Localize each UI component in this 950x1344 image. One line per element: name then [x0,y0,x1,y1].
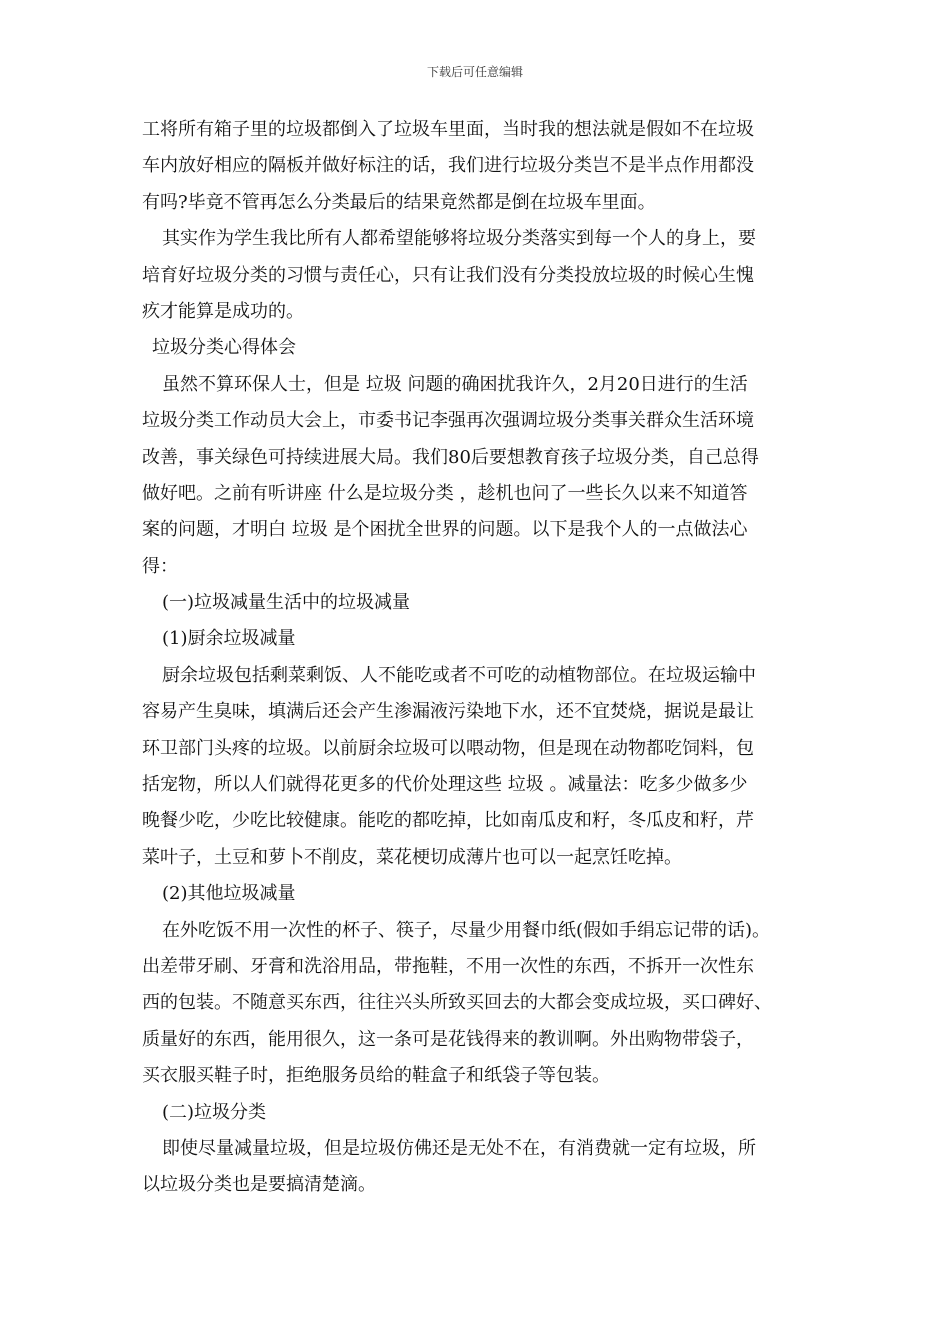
paragraph-start-line: 即使尽量减量垃圾，但是垃圾仿佛还是无处不在，有消费就一定有垃圾，所 [162,1137,756,1159]
subsection-heading: (2)其他垃圾减量 [162,883,296,905]
page-header-note: 下载后可任意编辑 [426,65,523,79]
text-line: 菜叶子，土豆和萝卜不削皮，菜花梗切成薄片也可以一起烹饪吃掉。 [142,846,682,868]
section-heading: 垃圾分类心得体会 [152,337,296,359]
text-line: 改善，事关绿色可持续进展大局。我们80后要想教育孩子垃圾分类，自己总得 [142,446,759,468]
subsection-heading: (二)垃圾分类 [162,1101,267,1123]
text-line: 以垃圾分类也是要搞清楚滴。 [142,1174,376,1196]
subsection-heading: (1)厨余垃圾减量 [162,628,296,650]
text-line: 垃圾分类工作动员大会上，市委书记李强再次强调垃圾分类事关群众生活环境 [142,410,754,432]
text-line: 括宠物，所以人们就得花更多的代价处理这些 垃圾 。减量法：吃多少做多少 [142,774,748,796]
paragraph-start-line: 在外吃饭不用一次性的杯子、筷子，尽量少用餐巾纸(假如手绢忘记带的话)。 [162,919,771,941]
text-line: 质量好的东西，能用很久，这一条可是花钱得来的教训啊。外出购物带袋子， [142,1028,754,1050]
paragraph-start-line: 厨余垃圾包括剩菜剩饭、人不能吃或者不可吃的动植物部位。在垃圾运输中 [162,664,756,686]
paragraph-start-line: 其实作为学生我比所有人都希望能够将垃圾分类落实到每一个人的身上，要 [162,228,756,250]
text-line: 出差带牙刷、牙膏和洗浴用品，带拖鞋，不用一次性的东西，不拆开一次性东 [142,955,754,977]
text-line: 西的包装。不随意买东西，往往兴头所致买回去的大都会变成垃圾，买口碑好、 [142,992,772,1014]
text-line: 环卫部门头疼的垃圾。以前厨余垃圾可以喂动物，但是现在动物都吃饲料，包 [142,737,754,759]
text-line: 晚餐少吃，少吃比较健康。能吃的都吃掉，比如南瓜皮和籽，冬瓜皮和籽，芹 [142,810,754,832]
text-line: 工将所有箱子里的垃圾都倒入了垃圾车里面，当时我的想法就是假如不在垃圾 [142,119,754,140]
text-line: 案的问题，才明白 垃圾 是个困扰全世界的问题。以下是我个人的一点做法心 [142,519,748,541]
subsection-heading: (一)垃圾减量生活中的垃圾减量 [162,592,411,614]
text-line: 有吗?毕竟不管再怎么分类最后的结果竟然都是倒在垃圾车里面。 [142,191,656,213]
text-line: 得： [142,555,178,577]
text-line: 做好吧。之前有听讲座 什么是垃圾分类 ，趁机也问了一些长久以来不知道答 [142,482,748,504]
text-line: 疚才能算是成功的。 [142,300,304,322]
document-body [142,112,822,1204]
text-line: 买衣服买鞋子时，拒绝服务员给的鞋盒子和纸袋子等包装。 [142,1065,610,1087]
paragraph-start-line: 虽然不算环保人士，但是 垃圾 问题的确困扰我许久，2月20日进行的生活 [162,373,748,395]
text-line: 培育好垃圾分类的习惯与责任心，只有让我们没有分类投放垃圾的时候心生愧 [142,264,754,286]
text-line: 容易产生臭味，填满后还会产生渗漏液污染地下水，还不宜焚烧，据说是最让 [142,701,754,723]
text-line: 车内放好相应的隔板并做好标注的话，我们进行垃圾分类岂不是半点作用都没 [142,155,754,177]
